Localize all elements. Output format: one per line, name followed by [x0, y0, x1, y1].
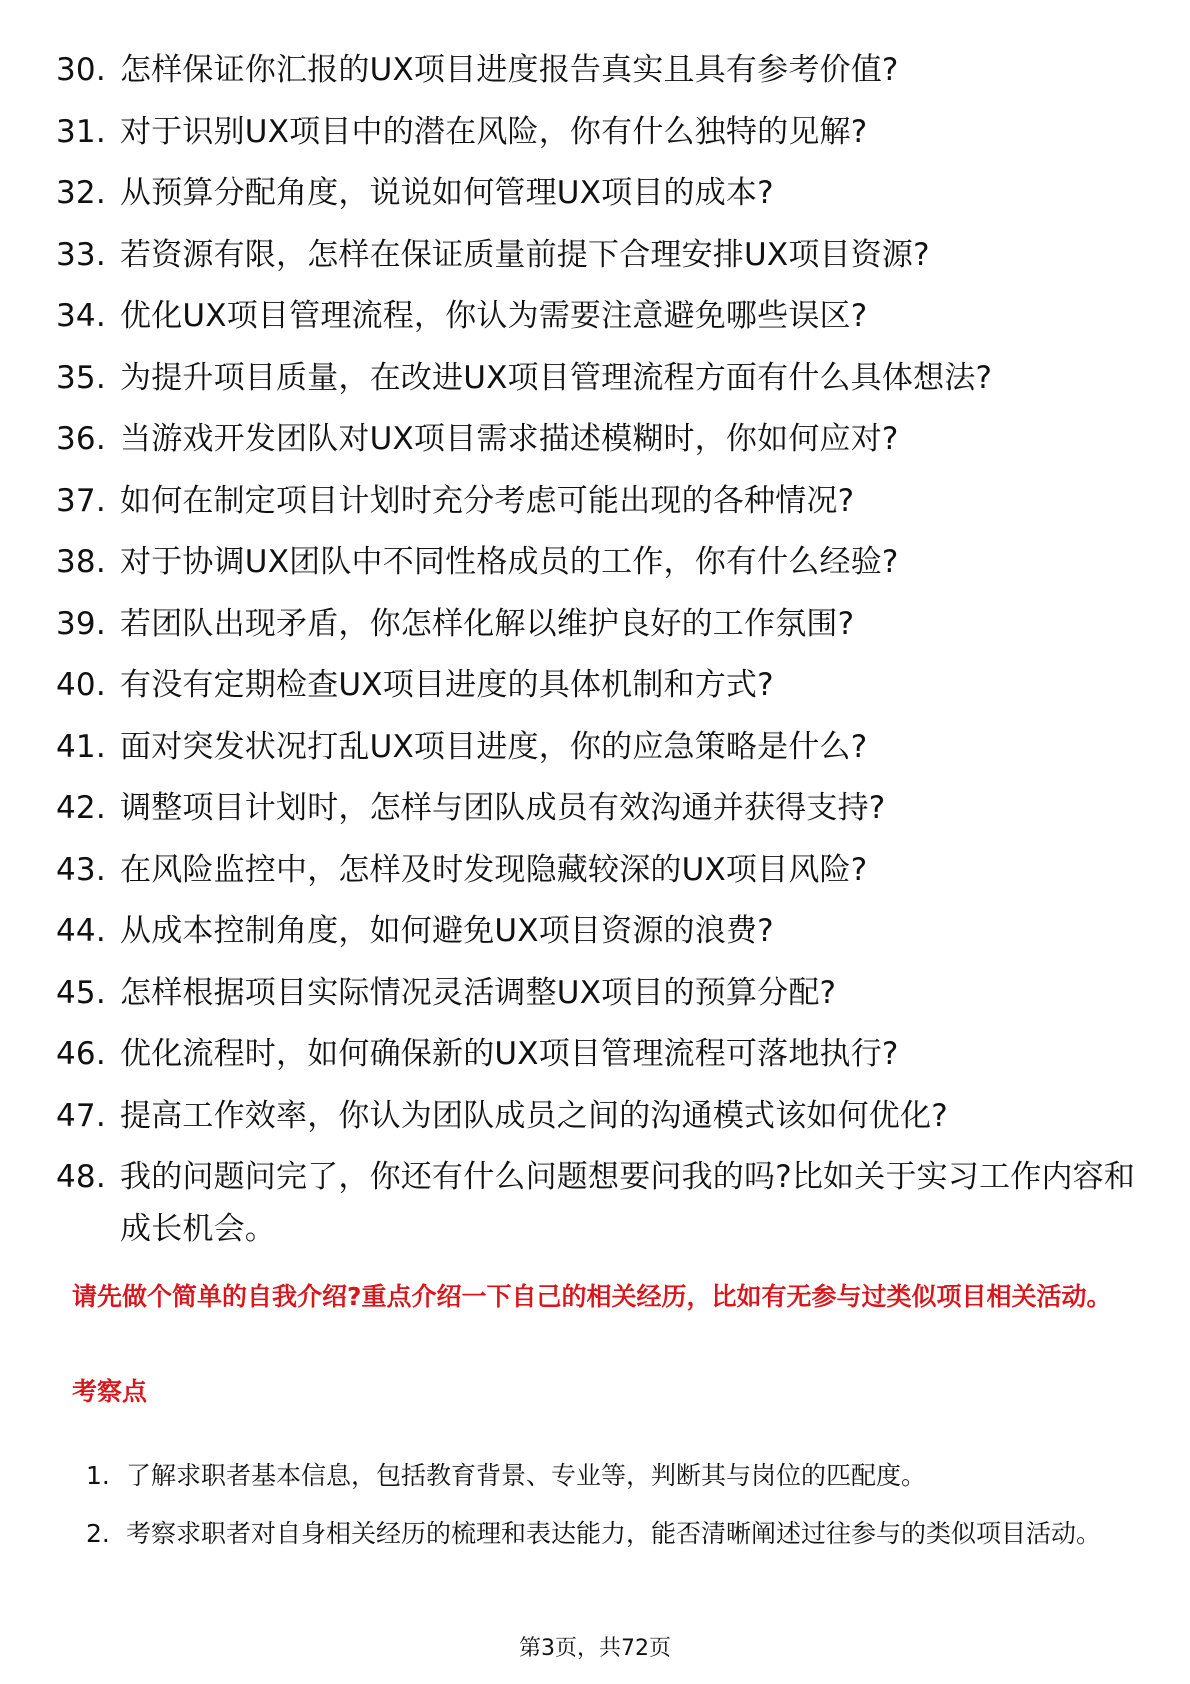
question-number: 37. [56, 482, 106, 519]
question-text: 对于协调UX团队中不同性格成员的工作，你有什么经验? [120, 544, 899, 580]
question-item [56, 44, 1136, 96]
question-item [56, 598, 1136, 650]
question-number: 46. [56, 1036, 106, 1072]
question-number: 43. [56, 851, 106, 888]
question-item [56, 536, 1136, 588]
question-item [56, 1090, 1136, 1142]
question-text: 面对突发状况打乱UX项目进度，你的应急策略是什么? [120, 728, 868, 765]
question-item [56, 844, 1136, 896]
question-item [56, 659, 1136, 711]
question-text: 若资源有限，怎样在保证质量前提下合理安排UX项目资源? [120, 236, 930, 273]
question-text: 如何在制定项目计划时充分考虑可能出现的各种情况? [120, 482, 855, 519]
question-text: 优化UX项目管理流程，你认为需要注意避免哪些误区? [120, 298, 868, 334]
question-number: 30. [56, 52, 106, 88]
question-number: 34. [56, 298, 106, 334]
question-number: 35. [56, 359, 106, 396]
question-item [56, 1028, 1136, 1080]
question-text: 有没有定期检查UX项目进度的具体机制和方式? [120, 667, 774, 703]
question-text: 怎样根据项目实际情况灵活调整UX项目的预算分配? [120, 974, 837, 1011]
question-text: 若团队出现矛盾，你怎样化解以维护良好的工作氛围? [120, 605, 855, 642]
question-text: 调整项目计划时，怎样与团队成员有效沟通并获得支持? [120, 790, 886, 826]
question-number: 38. [56, 544, 106, 580]
question-list [56, 44, 1136, 1265]
question-text: 在风险监控中，怎样及时发现隐藏较深的UX项目风险? [120, 851, 868, 888]
question-item [56, 782, 1136, 834]
question-item [56, 1151, 1136, 1255]
question-item [56, 106, 1136, 158]
question-number: 44. [56, 913, 106, 949]
question-text: 我的问题问完了，你还有什么问题想要问我的吗?比如关于实习工作内容和成长机会。 [120, 1159, 1136, 1247]
point-number: 2. [86, 1519, 110, 1548]
question-number: 32. [56, 175, 106, 211]
question-item [56, 967, 1136, 1019]
section-heading: 考察点 [72, 1377, 148, 1406]
question-number: 31. [56, 113, 106, 150]
question-item [56, 413, 1136, 465]
question-text: 对于识别UX项目中的潜在风险，你有什么独特的见解? [120, 113, 868, 150]
question-number: 33. [56, 236, 106, 273]
question-number: 42. [56, 790, 106, 826]
question-text: 当游戏开发团队对UX项目需求描述模糊时，你如何应对? [120, 421, 899, 457]
question-item [56, 475, 1136, 527]
question-number: 41. [56, 728, 106, 765]
point-number: 1. [86, 1461, 110, 1490]
assessment-point [86, 1448, 1126, 1504]
question-text: 提高工作效率，你认为团队成员之间的沟通模式该如何优化? [120, 1097, 948, 1134]
question-number: 40. [56, 667, 106, 703]
question-number: 45. [56, 974, 106, 1011]
question-number: 48. [56, 1159, 106, 1195]
page-footer: 第3页，共72页 [519, 1636, 671, 1661]
question-text: 优化流程时，如何确保新的UX项目管理流程可落地执行? [120, 1036, 899, 1072]
question-item [56, 905, 1136, 957]
question-item [56, 290, 1136, 342]
question-item [56, 352, 1136, 404]
question-item [56, 229, 1136, 281]
featured-question: 请先做个简单的自我介绍?重点介绍一下自己的相关经历，比如有无参与过类似项目相关活动。 [72, 1282, 1112, 1311]
question-text: 从预算分配角度，说说如何管理UX项目的成本? [120, 175, 774, 211]
question-number: 47. [56, 1097, 106, 1134]
question-text: 怎样保证你汇报的UX项目进度报告真实且具有参考价值? [120, 52, 899, 88]
question-item [56, 721, 1136, 773]
question-text: 为提升项目质量，在改进UX项目管理流程方面有什么具体想法? [120, 359, 993, 396]
assessment-point [86, 1506, 1126, 1562]
question-text: 从成本控制角度，如何避免UX项目资源的浪费? [120, 913, 774, 949]
point-text: 了解求职者基本信息，包括教育背景、专业等，判断其与岗位的匹配度。 [126, 1461, 927, 1490]
point-text: 考察求职者对自身相关经历的梳理和表达能力，能否清晰阐述过往参与的类似项目活动。 [126, 1519, 1102, 1548]
question-item [56, 167, 1136, 219]
question-number: 39. [56, 605, 106, 642]
question-number: 36. [56, 421, 106, 457]
assessment-point-list [86, 1448, 1126, 1564]
